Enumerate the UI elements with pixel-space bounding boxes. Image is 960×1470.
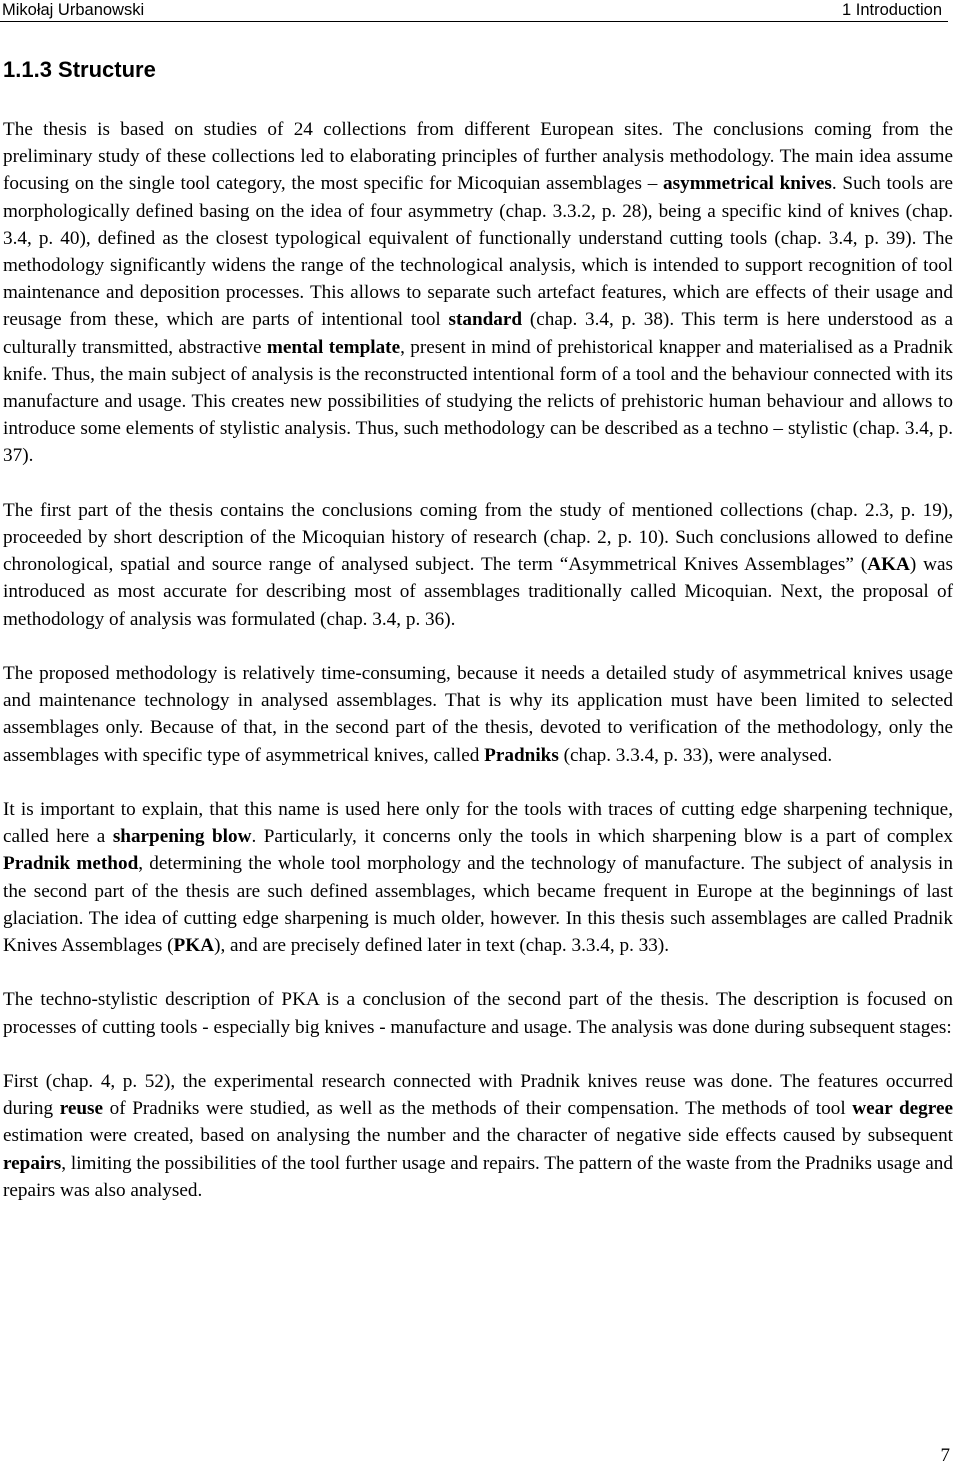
text-run: , present in mind of prehistorical knapper and materialised as a Pradnik knife. Thus, the main subject of analysis is the reconstructed intentional form of a tool and the behaviour connected with its manufacture and usage. This creates new possibilities of studying the relicts of prehistoric human behaviour and allows to introduce some elements of stylistic analysis. Thus, such methodology can be described as a techno – stylistic (chap. 3.4, p. 37). [3,336,953,467]
header-chapter: 1 Introduction [842,1,942,19]
text-run: , determining the whole tool morphology and the technology of manufacture. The subject of analysis in the second part of the thesis are such defined assemblages, which became frequent in Europe at the beginnings of last glaciation. The idea of cutting edge sharpening is much older, however. In this thesis such assemblages are called Pradnik Knives Assemblages ( [3,853,953,957]
text-run: The thesis is based on studies of 24 collections from different European sites. The conclusions coming from the preliminary study of these collections led to elaborating principles of further analysis methodology. The main idea assume focusing on the single tool category, the most specific for Micoquian assemblages – [3,119,953,195]
paragraph [3,660,953,769]
text-run: of Pradniks were studied, as well as the methods of their compensation. The methods of tool [103,1098,853,1120]
text-run: (chap. 3.3.4, p. 33), were analysed. [558,744,833,766]
section-title: 1.1.3 Structure [3,57,156,82]
bold-term: reuse [59,1098,104,1120]
bold-term: Pradniks [484,744,559,766]
text-run: ) was introduced as most accurate for describing most of assemblages traditionally called Micoquian. Next, the proposal of methodology of analysis was formulated (chap. 3.4, p. 36). [3,554,954,630]
running-header [0,0,948,22]
text-run: ), and are precisely defined later in text (chap. 3.3.4, p. 33). [214,935,670,957]
bold-term: AKA [867,554,910,576]
paragraph [3,497,953,633]
paragraph [3,986,953,1040]
bold-term: Pradnik method [3,853,139,875]
text-run: (chap. 3.4, p. 38). This term is here understood as a culturally transmitted, abstractive [3,309,953,358]
bold-term: asymmetrical knives [663,173,832,195]
text-run: . Such tools are morphologically defined basing on the idea of four asymmetry (chap. 3.3.2, p. 28), being a specific kind of knives (chap. 3.4, p. 40), defined as the closest typological equivalent of functionally understand cutting tools (chap. 3.4, p. 39). The methodology significantly widens the range of the technological analysis, which is intended to support recognition of tool maintenance and deposition processes. This allows to separate such artefact features, which are effects of their usage and reusage from these, which are parts of intentional tool [3,173,953,331]
bold-term: sharpening blow [112,826,252,848]
paragraph [3,796,953,959]
bold-term: PKA [173,935,215,957]
page-number: 7 [940,1445,950,1466]
text-run: The proposed methodology is relatively time-consuming, because it needs a detailed study of asymmetrical knives usage and maintenance technology in analysed assemblages. That is why its application must have been limited to selected assemblages only. Because of that, in the second part of the thesis, devoted to verification of the methodology, only the assemblages with specific type of asymmetrical knives, called [3,663,953,766]
bold-term: standard [448,309,523,331]
header-author: Mikołaj Urbanowski [2,1,145,19]
paragraph [3,116,953,470]
text-run: estimation were created, based on analysing the number and the character of negative side effects caused by subsequent [3,1125,953,1147]
text-run: . Particularly, it concerns only the tools in which sharpening blow is a part of complex [251,826,953,848]
text-run: First (chap. 4, p. 52), the experimental research connected with Pradnik knives reuse was done. The features occurred during [3,1071,953,1120]
text-run: , limiting the possibilities of the tool further usage and repairs. The pattern of the waste from the Pradniks usage and repairs was also analysed. [3,1152,953,1201]
bold-term: repairs [3,1152,62,1174]
paragraph [3,1068,953,1204]
text-run: The techno-stylistic description of PKA is a conclusion of the second part of the thesis. The description is focused on processes of cutting tools - especially big knives - manufacture and usage. The analysis was done during subsequent stages: [3,989,953,1038]
text-run: It is important to explain, that this name is used here only for the tools with traces of cutting edge sharpening technique, called here a [3,799,953,848]
text-run: The first part of the thesis contains the conclusions coming from the study of mentioned collections (chap. 2.3, p. 19), proceeded by short description of the Micoquian history of research (chap. 2, p. 10). Such conclusions allowed to define chronological, spatial and source range of analysed subject. The term “Asymmetrical Knives Assemblages” ( [3,499,953,576]
bold-term: wear degree [852,1098,953,1120]
body-text [3,116,953,1204]
bold-term: mental template [266,336,401,358]
